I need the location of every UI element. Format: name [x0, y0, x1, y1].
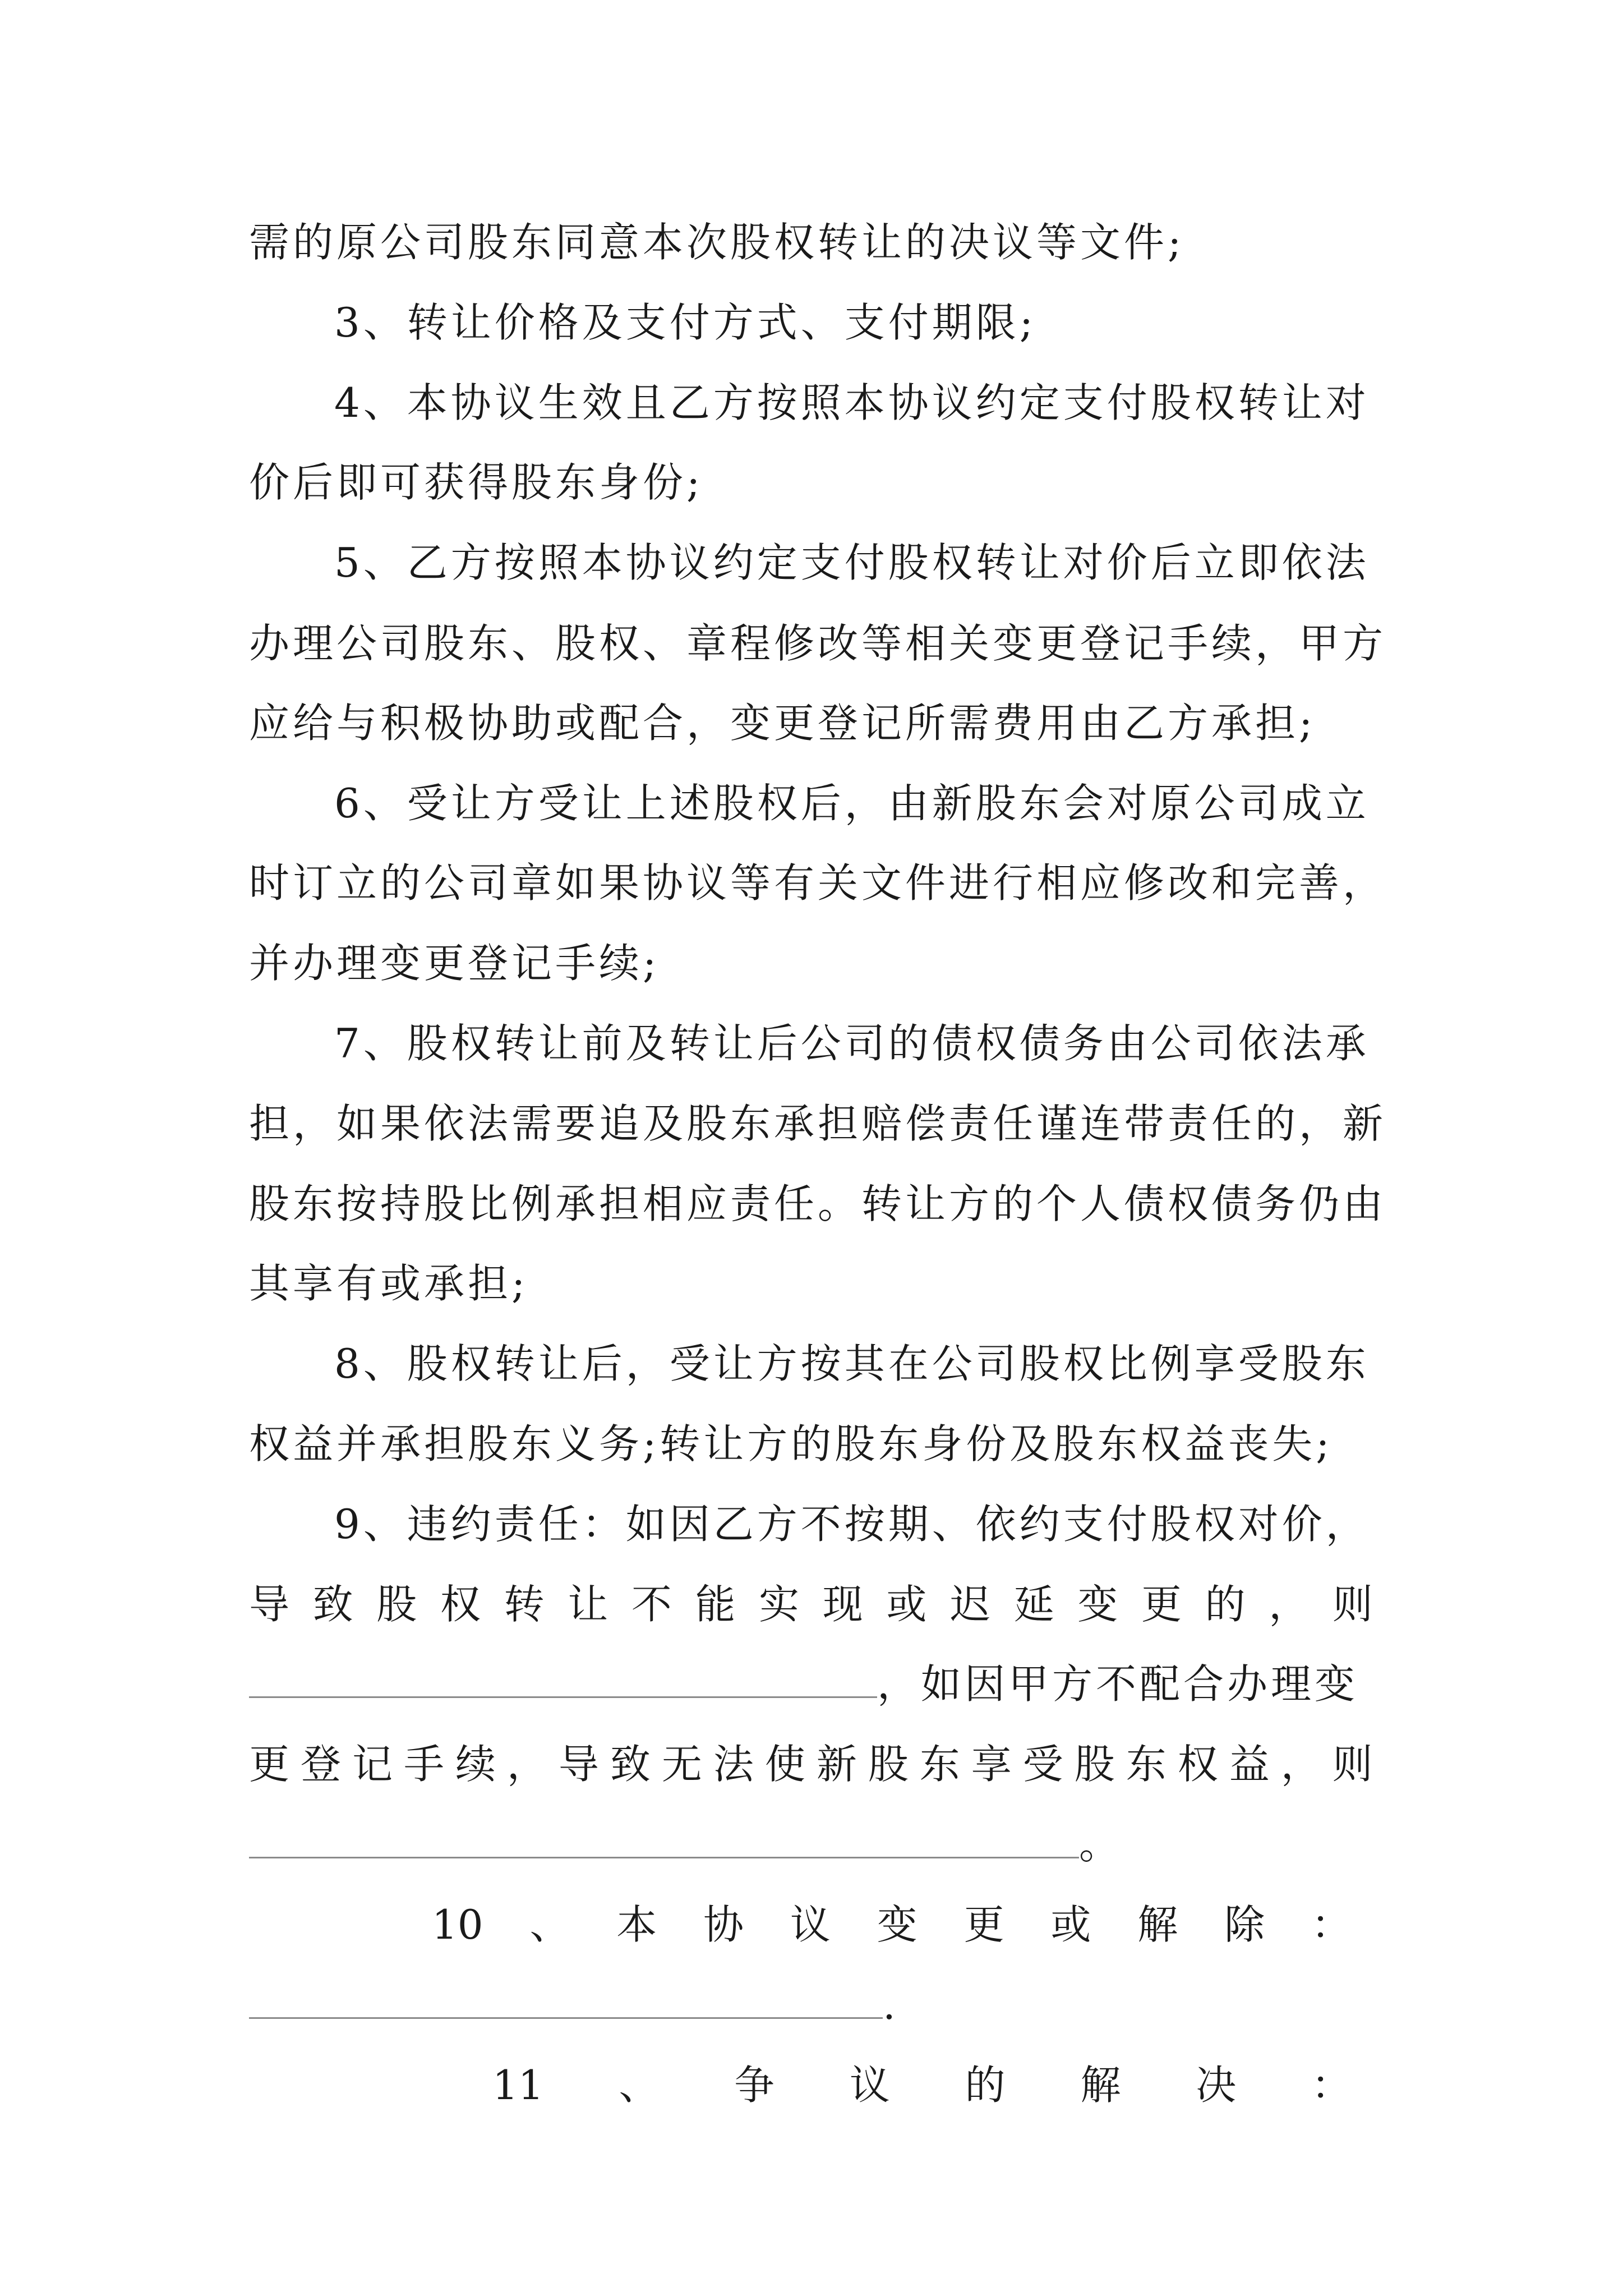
text-line: 其享有或承担; — [249, 1260, 529, 1307]
item-10-heading: 10 、 本 协 议 变 更 或 解 除 ： — [432, 1901, 1352, 1948]
text-line: 担，如果依法需要追及股东承担赔偿责任谨连带责任的，新 — [249, 1100, 1387, 1147]
blank-line-row — [249, 1805, 1382, 1884]
text-line: 5、乙方按照本协议约定支付股权转让对价后立即依法 — [334, 539, 1370, 586]
item-11-heading: 11 、 争 议 的 解 决 ： — [492, 2062, 1352, 2109]
spread-text-line: 导 致 股 权 转 让 不 能 实 现 或 迟 延 变 更 的 ， 则 — [249, 1581, 1373, 1628]
text-line: 办理公司股东、股权、章程修改等相关变更登记手续，甲方 — [249, 620, 1387, 667]
text-line: 权益并承担股东义务;转让方的股东身份及股东权益丧失; — [249, 1420, 1333, 1467]
text-line: 并办理变更登记手续; — [249, 940, 660, 987]
fill-in-blank[interactable] — [249, 1651, 877, 1698]
text-line: 9、违约责任：如因乙方不按期、依约支付股权对价， — [334, 1501, 1370, 1548]
text-line: 时订立的公司章如果协议等有关文件进行相应修改和完善， — [249, 859, 1387, 907]
text-segment: . — [883, 1981, 899, 2028]
text-line: 8、股权转让后，受让方按其在公司股权比例享受股东 — [334, 1340, 1370, 1387]
text-line: 股东按持股比例承担相应责任。转让方的个人债权债务仍由 — [249, 1180, 1387, 1227]
text-line: 价后即可获得股东身份; — [249, 459, 704, 506]
text-line: 7、股权转让前及转让后公司的债权债务由公司依法承 — [334, 1020, 1370, 1067]
text-line: 3、转让价格及支付方式、支付期限; — [334, 299, 1037, 346]
fill-in-blank[interactable] — [249, 1972, 883, 2019]
fill-in-blank[interactable] — [249, 1812, 1079, 1858]
spread-text-line: 更 登 记 手 续 ， 导 致 无 法 使 新 股 东 享 受 股 东 权 益 ， 则 — [249, 1741, 1373, 1788]
blank-line-row — [249, 1645, 1382, 1723]
text-line: 应给与积极协助或配合，变更登记所需费用由乙方承担; — [249, 700, 1316, 747]
blank-line-row — [249, 1966, 1382, 2044]
text-line: 6、受让方受让上述股权后，由新股东会对原公司成立 — [334, 780, 1370, 827]
text-line: 需的原公司股东同意本次股权转让的决议等文件; — [249, 219, 1185, 266]
text-line: 4、本协议生效且乙方按照本协议约定支付股权转让对 — [334, 379, 1370, 426]
text-segment: 。 — [1079, 1821, 1123, 1868]
text-segment: ，如因甲方不配合办理变 — [877, 1660, 1359, 1708]
